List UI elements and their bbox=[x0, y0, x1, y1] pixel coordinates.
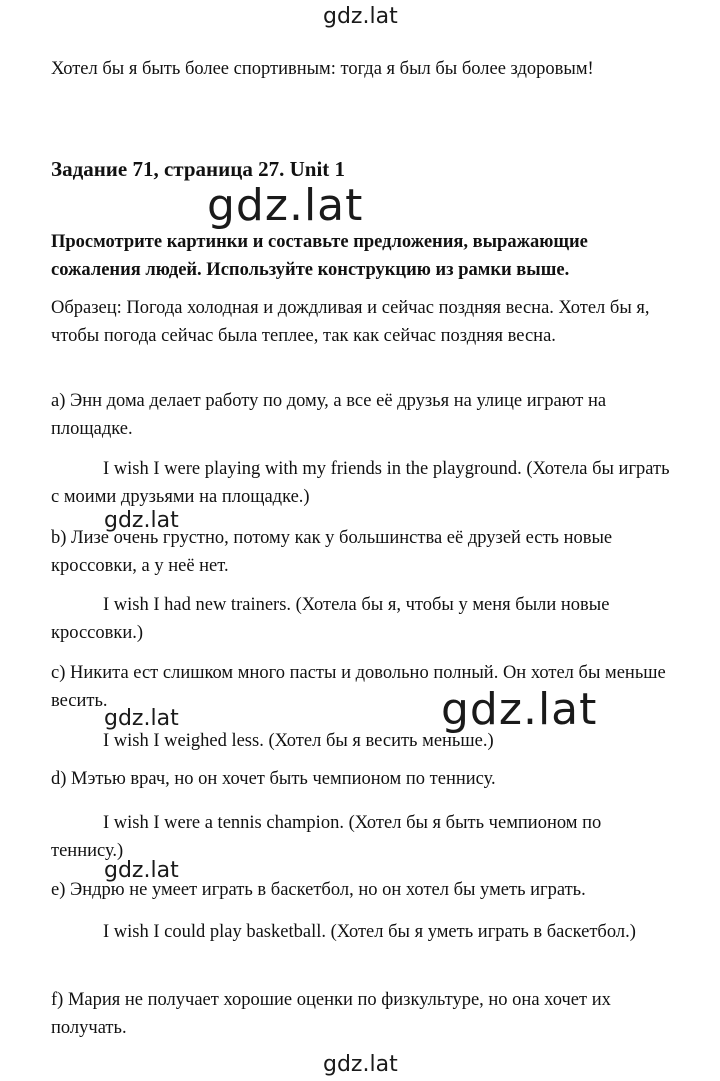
item-c-answer: I wish I weighed less. (Хотел бы я весить меньше.) bbox=[103, 731, 494, 751]
item-b-answer: I wish I had new trainers. (Хотела бы я, чтобы у меня были новые кроссовки.) bbox=[51, 595, 610, 643]
task-title: Задание 71, страница 27. Unit 1 bbox=[51, 157, 346, 181]
item-f-prompt: f) Мария не получает хорошие оценки по физкультуре, но она хочет их получать. bbox=[51, 990, 611, 1038]
watermark: gdz.lat bbox=[104, 858, 179, 883]
instruction: Просмотрите картинки и составьте предложения, выражающие сожаления людей. Используйте конструкцию из рамки выше. bbox=[51, 232, 588, 280]
watermark: gdz.lat bbox=[104, 508, 179, 533]
watermark: gdz.lat bbox=[323, 1052, 398, 1077]
item-e-answer: I wish I could play basketball. (Хотел бы я уметь играть в баскетбол.) bbox=[103, 922, 636, 942]
watermark: gdz.lat bbox=[104, 706, 179, 731]
item-a-answer: I wish I were playing with my friends in the playground. (Хотела бы играть с моими друзьями на площадке.) bbox=[51, 459, 670, 507]
intro-sentence: Хотел бы я быть более спортивным: тогда я был бы более здоровым! bbox=[51, 59, 594, 79]
watermark: gdz.lat bbox=[207, 180, 364, 231]
example: Образец: Погода холодная и дождливая и сейчас поздняя весна. Хотел бы я, чтобы погода сейчас была теплее, так как сейчас поздняя весна. bbox=[51, 298, 650, 346]
item-d-prompt: d) Мэтью врач, но он хочет быть чемпионом по теннису. bbox=[51, 769, 496, 789]
watermark: gdz.lat bbox=[323, 4, 398, 29]
item-c-prompt: c) Никита ест слишком много пасты и довольно полный. Он хотел бы меньше весить. bbox=[51, 663, 666, 711]
item-d-answer: I wish I were a tennis champion. (Хотел бы я быть чемпионом по теннису.) bbox=[51, 813, 602, 861]
item-e-prompt: e) Эндрю не умеет играть в баскетбол, но он хотел бы уметь играть. bbox=[51, 880, 586, 900]
watermark: gdz.lat bbox=[441, 684, 598, 735]
item-b-prompt: b) Лизе очень грустно, потому как у большинства её друзей есть новые кроссовки, а у неё нет. bbox=[51, 528, 613, 576]
item-a-prompt: a) Энн дома делает работу по дому, а все её друзья на улице играют на площадке. bbox=[51, 391, 607, 439]
